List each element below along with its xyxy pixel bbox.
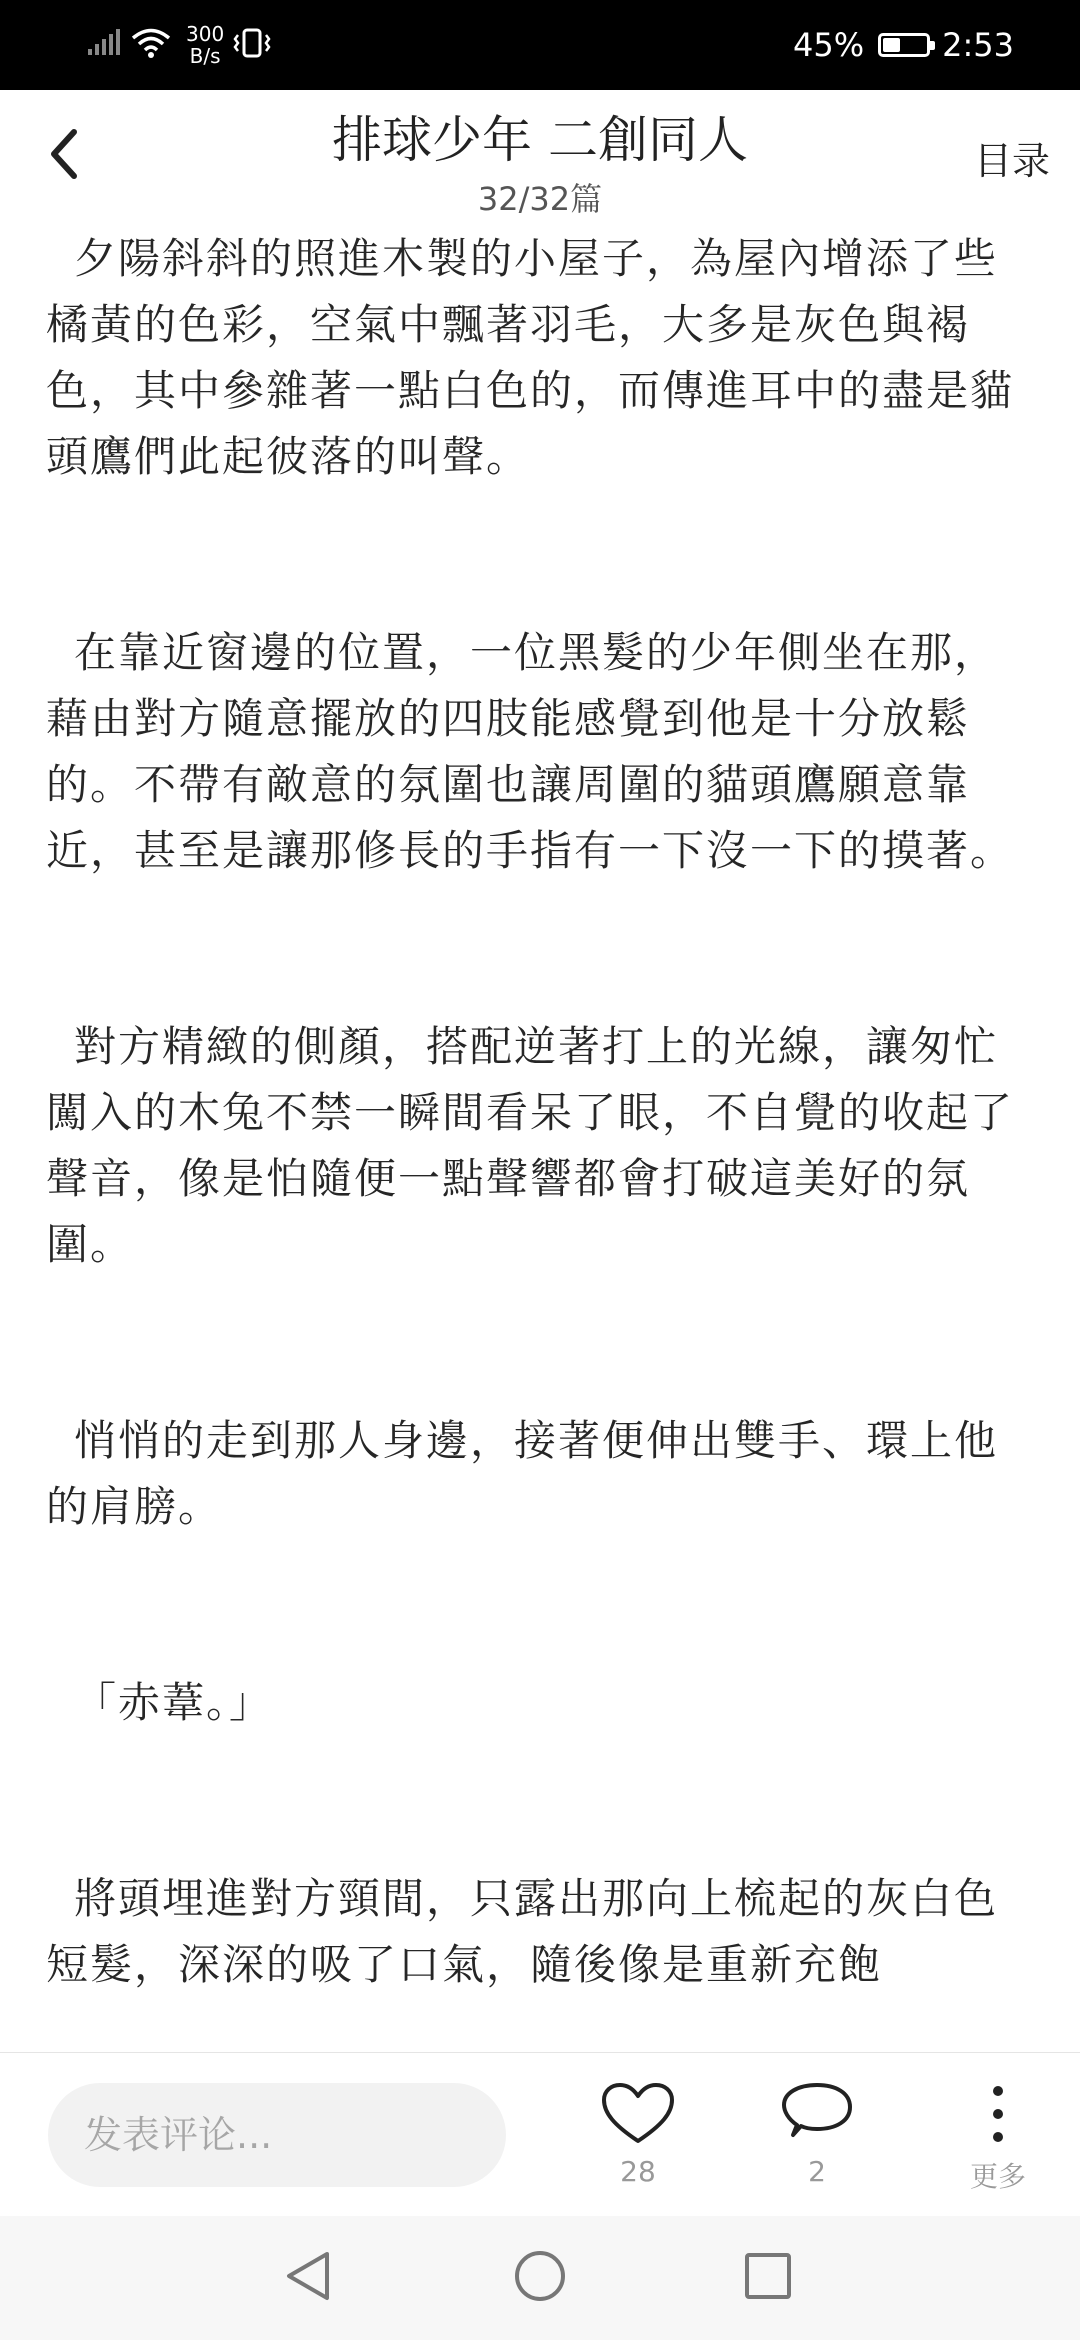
table-of-contents-button[interactable]: 目录 [973,139,1050,183]
page-title: 排球少年 二創同人 [332,111,748,169]
status-left [86,20,272,70]
chapter-progress: 32/32篇 [477,180,603,218]
more-label: 更多 [969,2160,1026,2193]
article-content [46,226,1026,2052]
battery-fill [883,38,900,52]
nav-recent-icon [743,2251,793,2305]
comment-button[interactable] [757,2081,877,2188]
nav-home-button[interactable] [508,2246,572,2310]
nav-back-button[interactable] [276,2246,340,2310]
comment-bubble-icon [779,2132,855,2151]
nav-recent-button[interactable] [736,2246,800,2310]
network-speed [186,23,224,67]
reader-header [0,90,1080,220]
clock: 2:53 [942,26,1014,64]
battery-percent: 45% [793,26,865,64]
nav-back-icon [283,2248,333,2308]
like-button[interactable] [578,2081,698,2188]
article-paragraph: 將頭埋進對方頸間，只露出那向上梳起的灰白色短髮，深深的吸了口氣，隨後像是重新充飽 [46,1874,999,1989]
battery-icon [878,33,930,57]
network-speed-value: 300 [186,22,225,46]
network-speed-unit: B/s [189,44,221,68]
system-nav-bar [0,2216,1080,2340]
article-paragraph: 對方精緻的側顏，搭配逆著打上的光線，讓匆忙闖入的木兔不禁一瞬間看呆了眼，不自覺的收起了聲音，像是怕隨便一點聲響都會打破這美好的氛圍。 [46,1022,1015,1269]
article-paragraph: 夕陽斜斜的照進木製的小屋子，為屋內增添了些橘黃的色彩，空氣中飄著羽毛，大多是灰色與褐色，其中參雜著一點白色的，而傳進耳中的盡是貓頭鷹們此起彼落的叫聲。 [46,234,1015,481]
signal-icon [86,29,122,61]
like-count: 28 [620,2155,656,2188]
status-right [793,20,1014,70]
heart-icon [600,2132,676,2151]
article-paragraph: 在靠近窗邊的位置，一位黑髮的少年側坐在那，藉由對方隨意擺放的四肢能感覺到他是十分放鬆的。不帶有敵意的氛圍也讓周圍的貓頭鷹願意靠近，甚至是讓那修長的手指有一下沒一下的摸著。 [46,628,1015,875]
more-vertical-icon [988,2132,1008,2151]
article-paragraph: 「赤葦。」 [74,1678,274,1727]
status-bar [0,0,1080,90]
more-button[interactable] [938,2081,1058,2195]
nav-home-icon [512,2248,568,2308]
article-paragraph: 悄悄的走到那人身邊，接著便伸出雙手、環上他的肩膀。 [46,1416,999,1531]
comment-count: 2 [808,2155,826,2188]
comment-action-bar [0,2052,1080,2217]
comment-input[interactable] [48,2083,506,2187]
vibrate-icon [232,27,272,63]
wifi-icon [130,27,172,63]
